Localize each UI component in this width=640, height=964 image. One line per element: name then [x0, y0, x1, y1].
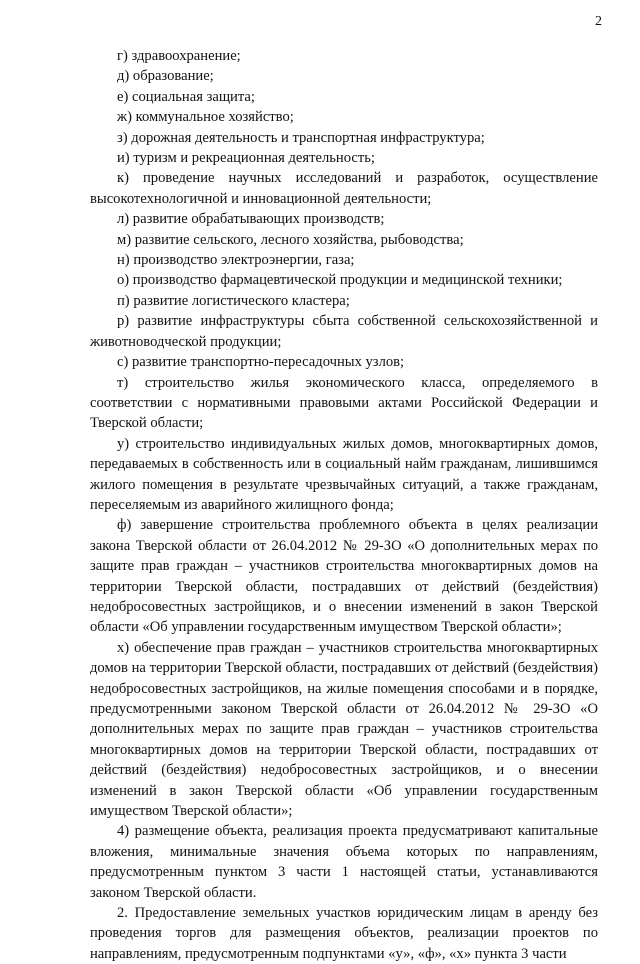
list-item-p: п) развитие логистического кластера; [117, 292, 350, 309]
list-item-z: з) дорожная деятельность и транспортная инфраструктура; [117, 129, 485, 146]
list-item-e: е) социальная защита; [117, 88, 255, 105]
list-item-o: о) производство фармацевтической продукции и медицинской техники; [117, 272, 563, 289]
list-item-i: и) туризм и рекреационная деятельность; [117, 150, 375, 167]
list-item-r: р) развитие инфраструктуры сбыта собственной сельскохозяйственной и животноводческой продукции; [90, 313, 598, 350]
list-item-f: ф) завершение строительства проблемного объекта в целях реализации закона Тверской области от 26.04.2012 № 29-ЗО «О дополнительных мерах по защите прав граждан – участников строительства многоквартирных домов на территории Тверской области, пострадавших от действий (бездействия) недобросовестных застройщиков, и о внесении изменений в закон Тверской области «Об управлении государственным имуществом Тверской области»; [90, 517, 598, 636]
list-item-zh: ж) коммунальное хозяйство; [117, 109, 294, 126]
list-item-n: н) производство электроэнергии, газа; [117, 252, 355, 269]
paragraph-2: 2. Предоставление земельных участков юридическим лицам в аренду без проведения торгов для размещения объектов, реализации проектов по направлениям, предусмотренным подпунктами «у», «ф», «х» пункта 3 части [90, 905, 598, 962]
list-item-4: 4) размещение объекта, реализация проекта предусматривают капитальные вложения, минимальные значения объема которых по направлениям, предусмотренным пунктом 3 части 1 настоящей статьи, устанавливаются законом Тверской области. [90, 823, 598, 901]
list-item-u: у) строительство индивидуальных жилых домов, многоквартирных домов, передаваемых в собственность или в социальный найм гражданам, лишившимся жилого помещения в результате чрезвычайных ситуаций, а также гражданам, переселяемым из аварийного жилищного фонда; [90, 435, 598, 513]
list-item-d: д) образование; [117, 68, 214, 85]
list-item-t: т) строительство жилья экономического класса, определяемого в соответствии с нормативными правовыми актами Российской Федерации и Тверской области; [90, 374, 598, 432]
document-body [90, 46, 598, 964]
list-item-s: с) развитие транспортно-пересадочных узлов; [117, 354, 405, 371]
list-item-l: л) развитие обрабатывающих производств; [117, 211, 385, 228]
list-item-m: м) развитие сельского, лесного хозяйства, рыбоводства; [117, 231, 464, 248]
page-number: 2 [595, 14, 602, 29]
list-item-k: к) проведение научных исследований и разработок, осуществление высокотехнологичной и инновационной деятельности; [90, 170, 598, 207]
list-item-g: г) здравоохранение; [117, 48, 241, 64]
list-item-kh: х) обеспечение прав граждан – участников строительства многоквартирных домов на территории Тверской области, пострадавших от действий (бездействия) недобросовестных застройщиков, на жилые помещения способами и в порядке, предусмотренными законом Тверской области от 26.04.2012 № 29-ЗО «О дополнительных мерах по защите прав граждан – участников строительства многоквартирных домов на территории Тверской области, пострадавших от действий (бездействия) недобросовестных застройщиков, и о внесении изменений в закон Тверской области «Об управлении государственным имуществом Тверской области»; [90, 639, 598, 820]
